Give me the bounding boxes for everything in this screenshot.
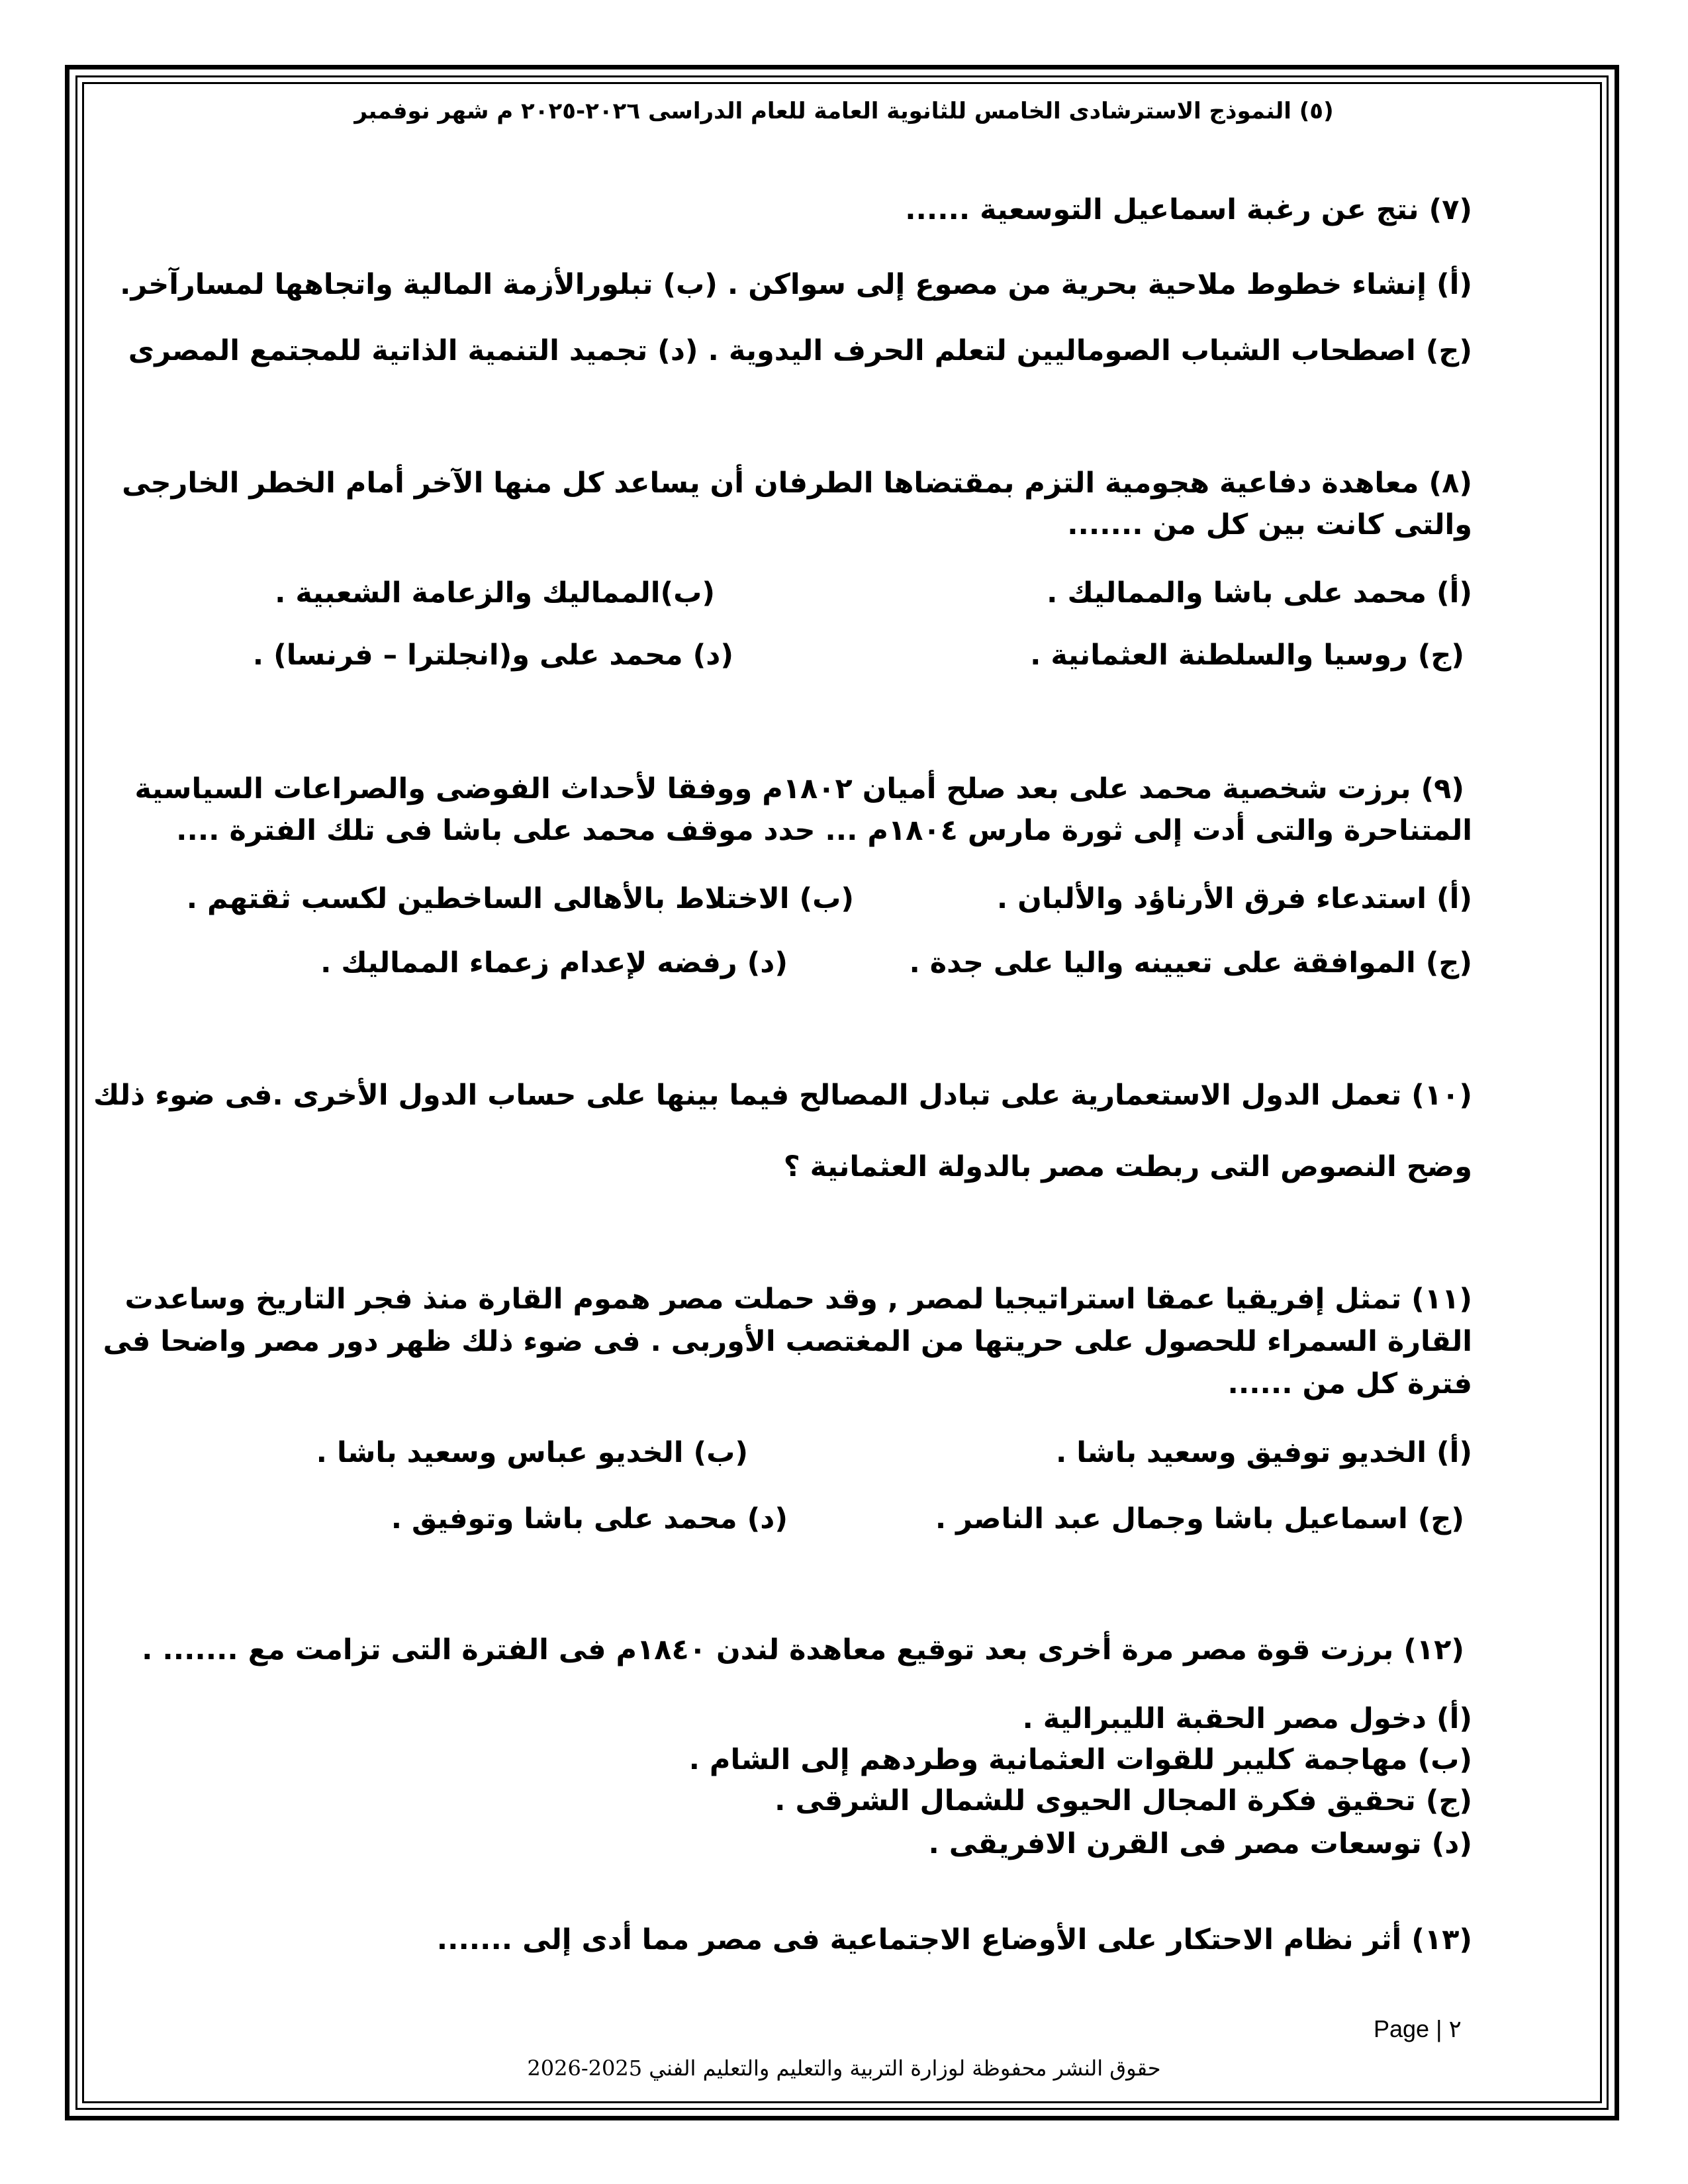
q11-stem-line2: القارة السمراء للحصول على حريتها من المغتصب الأوربى . فى ضوء ذلك ظهر دور مصر واضحا فى bbox=[103, 1325, 1472, 1358]
q12-option-c: (ج) تحقيق فكرة المجال الحيوى للشمال الشرقى . bbox=[774, 1784, 1472, 1817]
q10-line1: (١٠) تعمل الدول الاستعمارية على تبادل المصالح فيما بينها على حساب الدول الأخرى .فى ضوء ذلك bbox=[93, 1079, 1472, 1112]
q8-option-c: (ج) روسيا والسلطنة العثمانية . bbox=[1030, 639, 1464, 672]
q7-stem: (٧) نتج عن رغبة اسماعيل التوسعية ...... bbox=[905, 193, 1472, 226]
q9-stem-line1: (٩) برزت شخصية محمد على بعد صلح أميان ١٨٠٢م ووفقا لأحداث الفوضى والصراعات السياسية bbox=[134, 772, 1464, 805]
q9-stem-line2: المتناحرة والتى أدت إلى ثورة مارس ١٨٠٤م ... حدد موقف محمد على باشا فى تلك الفترة .... bbox=[176, 814, 1472, 847]
q9-option-c: (ج) الموافقة على تعيينه واليا على جدة . bbox=[909, 946, 1472, 979]
page-number: Page | ٢ bbox=[1374, 2015, 1462, 2042]
q10-line2: وضح النصوص التى ربطت مصر بالدولة العثمانية ؟ bbox=[783, 1150, 1472, 1183]
q11-stem-line3: فترة كل من ...... bbox=[1227, 1367, 1472, 1400]
q9-option-d: (د) رفضه لإعدام زعماء المماليك . bbox=[320, 946, 788, 979]
q8-stem-line1: (٨) معاهدة دفاعية هجومية التزم بمقتضاها الطرفان أن يساعد كل منها الآخر أمام الخطر الخارجى bbox=[122, 467, 1472, 500]
q13-stem: (١٣) أثر نظام الاحتكار على الأوضاع الاجتماعية فى مصر مما أدى إلى ....... bbox=[436, 1923, 1472, 1956]
q12-stem: (١٢) برزت قوة مصر مرة أخرى بعد توقيع معاهدة لندن ١٨٤٠م فى الفترة التى تزامت مع ....... . bbox=[142, 1633, 1464, 1666]
q9-option-b: (ب) الاختلاط بالأهالى الساخطين لكسب ثقتهم . bbox=[186, 882, 854, 915]
q12-option-a: (أ) دخول مصر الحقبة الليبرالية . bbox=[1022, 1702, 1472, 1735]
q11-option-c: (ج) اسماعيل باشا وجمال عبد الناصر . bbox=[935, 1502, 1464, 1535]
q9-option-a: (أ) استدعاء فرق الأرناؤد والألبان . bbox=[996, 882, 1472, 915]
q7-options-line2: (ج) اصطحاب الشباب الصوماليين لتعلم الحرف اليدوية . (د) تجميد التنمية الذاتية للمجتمع المصرى bbox=[128, 334, 1472, 367]
q11-option-a: (أ) الخديو توفيق وسعيد باشا . bbox=[1055, 1436, 1472, 1469]
q12-option-d: (د) توسعات مصر فى القرن الافريقى . bbox=[928, 1827, 1472, 1860]
q8-option-a: (أ) محمد على باشا والمماليك . bbox=[1047, 576, 1472, 610]
q7-options-line1: (أ) إنشاء خطوط ملاحية بحرية من مصوع إلى سواكن . (ب) تبلورالأزمة المالية واتجاهها لمسارآخر. bbox=[120, 268, 1472, 301]
q11-option-d: (د) محمد على باشا وتوفيق . bbox=[391, 1502, 788, 1535]
q8-stem-line2: والتى كانت بين كل من ....... bbox=[1067, 508, 1472, 541]
q11-option-b: (ب) الخديو عباس وسعيد باشا . bbox=[316, 1436, 748, 1469]
page-header: (٥) النموذج الاسترشادى الخامس للثانوية العامة للعام الدراسى ٢٠٢٦-٢٠٢٥ م شهر نوفمبر bbox=[354, 98, 1334, 124]
q12-option-b: (ب) مهاجمة كليبر للقوات العثمانية وطردهم إلى الشام . bbox=[688, 1743, 1472, 1776]
q8-option-d: (د) محمد على و(انجلترا – فرنسا) . bbox=[252, 639, 733, 672]
copyright-notice: حقوق النشر محفوظة لوزارة التربية والتعليم والتعليم الفني 2025-2026 bbox=[527, 2056, 1161, 2081]
q11-stem-line1: (١١) تمثل إفريقيا عمقا استراتيجيا لمصر , وقد حملت مصر هموم القارة منذ فجر التاريخ وساعدت bbox=[124, 1283, 1472, 1316]
q8-option-b: (ب)المماليك والزعامة الشعبية . bbox=[275, 576, 715, 610]
